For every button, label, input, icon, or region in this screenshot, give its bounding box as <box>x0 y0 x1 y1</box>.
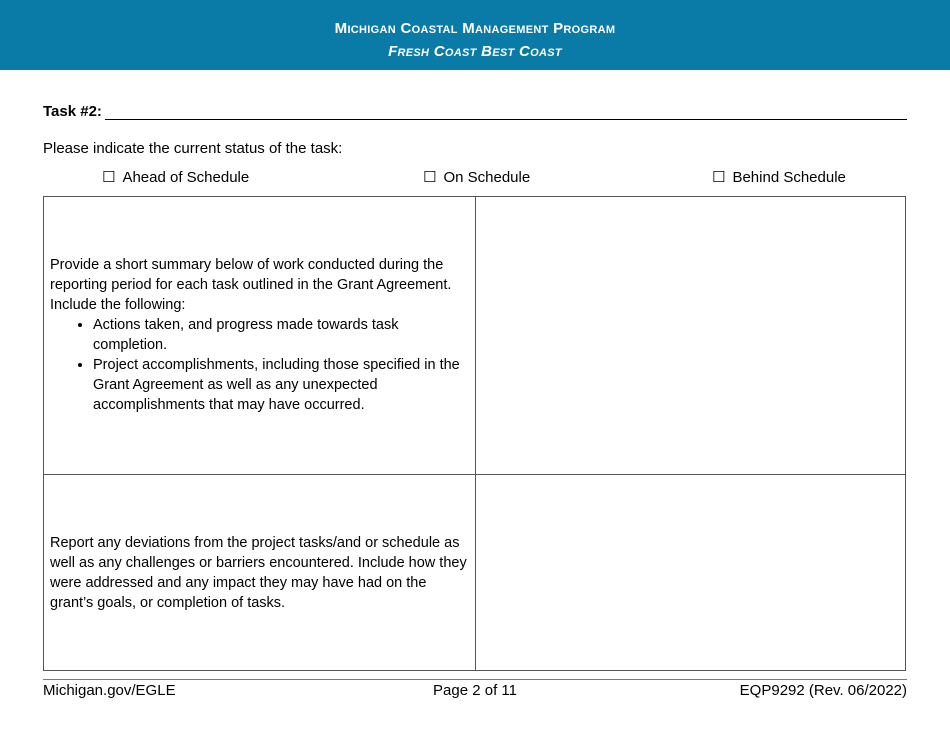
summary-intro: Provide a short summary below of work conducted during the reporting period for each task outlined in the Grant Agreement. Include the following: <box>50 257 452 313</box>
program-title: Michigan Coastal Management Program <box>334 20 616 37</box>
checkbox-on[interactable]: ☐ <box>423 169 437 186</box>
task-label: Task #2: <box>43 103 102 120</box>
deviations-text: Report any deviations from the project tasks/and or schedule as well as any challenges or barriers encountered. Include how they were addressed and any impact they may have had on the grant’s goals, or completion of tasks. <box>50 535 467 611</box>
status-option-label: Behind Schedule <box>732 169 846 186</box>
table-row-divider <box>44 474 905 475</box>
status-option-label: Ahead of Schedule <box>122 169 250 186</box>
deviations-instructions <box>50 533 468 613</box>
summary-instructions <box>50 255 468 415</box>
footer-divider <box>43 679 907 680</box>
status-prompt: Please indicate the current status of the task: <box>43 140 343 157</box>
status-option-label: On Schedule <box>443 169 531 186</box>
checkbox-behind[interactable]: ☐ <box>712 169 726 186</box>
checkbox-ahead[interactable]: ☐ <box>102 169 116 186</box>
status-option-on[interactable] <box>423 168 530 186</box>
task-name-field[interactable] <box>105 119 907 120</box>
page-number: Page 2 of 11 <box>433 682 517 699</box>
footer-website: Michigan.gov/EGLE <box>43 682 176 699</box>
table-column-divider <box>475 197 476 670</box>
header-banner <box>0 0 950 70</box>
status-option-behind[interactable] <box>712 168 846 186</box>
form-number: EQP9292 (Rev. 06/2022) <box>739 682 907 699</box>
program-slogan: Fresh Coast Best Coast <box>388 43 562 60</box>
list-item: • Actions taken, and progress made towards task completion. <box>93 315 468 355</box>
summary-bullets <box>50 315 468 415</box>
task-row <box>43 103 907 123</box>
list-item: • Project accomplishments, including those specified in the Grant Agreement as well as any unexpected accomplishments that may have occurred. <box>93 355 468 415</box>
report-table <box>43 196 906 671</box>
status-option-ahead[interactable] <box>102 168 249 186</box>
